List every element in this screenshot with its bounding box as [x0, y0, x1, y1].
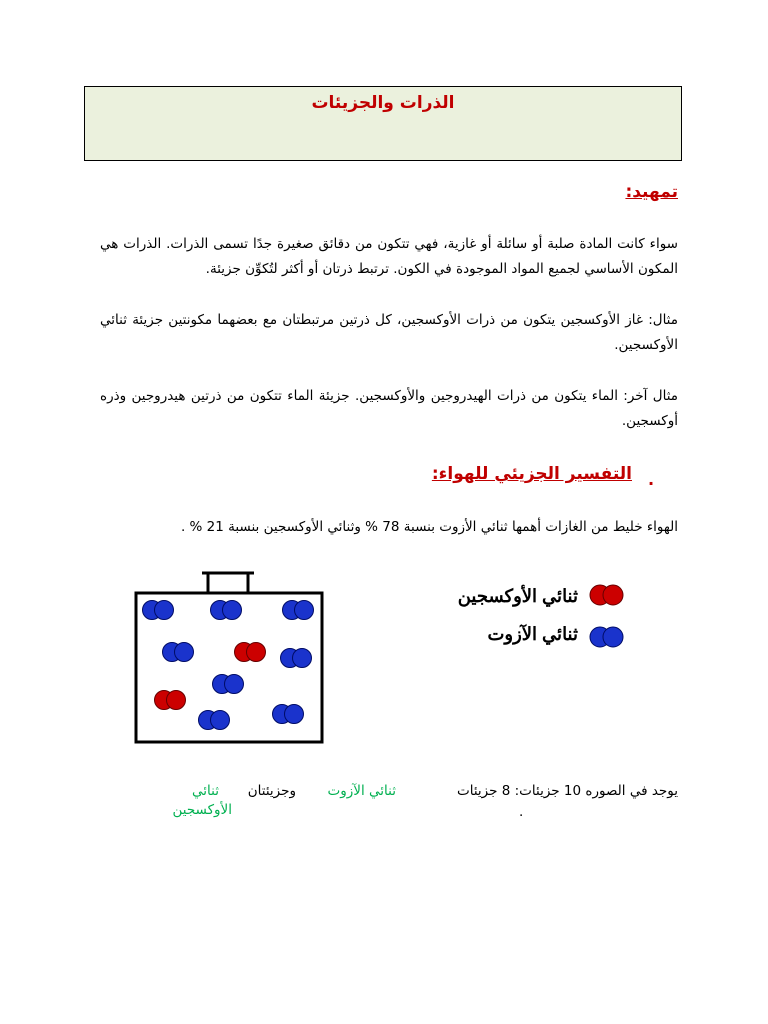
nitrogen-molecule [163, 643, 194, 662]
nitrogen-molecule-icon [588, 624, 630, 650]
nitrogen-molecule [199, 711, 230, 730]
container-lid [202, 573, 254, 593]
molecules-group [143, 601, 314, 730]
nitrogen-molecule [213, 675, 244, 694]
intro-paragraph-3: مثال آخر: الماء يتكون من ذرات الهيدروجين والأوكسجين. جزيئة الماء تتكون من ذرتين هيدروجين وذره أوكسجين. [100, 388, 678, 429]
nitrogen-molecule [283, 601, 314, 620]
count-part1: يوجد في الصوره 10 جزيئات: 8 جزيئات [457, 783, 678, 799]
nitrogen-molecule [273, 705, 304, 724]
count-part2: وجزيئتان [247, 783, 296, 799]
title-box [84, 86, 682, 161]
oxygen-molecule [155, 691, 186, 710]
section-heading: التفسير الجزيئي للهواء: [431, 464, 632, 484]
air-sentence: الهواء خليط من الغازات أهمها ثنائي الأزوت بنسبة 78 % وثنائي الأوكسجين بنسبة 21 % . [180, 519, 678, 535]
section-bullet: . [648, 470, 655, 489]
air-container-diagram [130, 568, 330, 748]
intro-heading: تمهيد: [625, 182, 678, 202]
oxygen-molecule-icon [588, 582, 630, 608]
count-oxygen: ثنائي الأوكسجين [172, 783, 232, 818]
nitrogen-molecule [281, 649, 312, 668]
oxygen-molecule [235, 643, 266, 662]
intro-paragraph-2: مثال: غاز الأوكسجين يتكون من ذرات الأوكسجين، كل ذرتين مرتبطتان مع بعضهما مكونتين جزيئة ثنائي الأوكسجين. [100, 312, 678, 353]
count-nitrogen: ثنائي الآزوت [327, 783, 396, 799]
nitrogen-molecule [211, 601, 242, 620]
count-end: . [519, 804, 524, 820]
legend-label-oxygen: ثنائي الأوكسجين [457, 586, 578, 606]
intro-paragraph-1: سواء كانت المادة صلبة أو سائلة أو غازية، فهي تتكون من دقائق صغيرة جدًا تسمى الذرات. الذرات هي المكون الأساسي لجميع المواد الموجودة في الكون. ترتبط ذرتان أو أكثر لتُكوِّن جزيئة. [100, 236, 678, 277]
page-title: الذرات والجزيئات [311, 93, 455, 113]
legend-label-nitrogen: ثنائي الآزوت [487, 624, 578, 644]
nitrogen-molecule [143, 601, 174, 620]
